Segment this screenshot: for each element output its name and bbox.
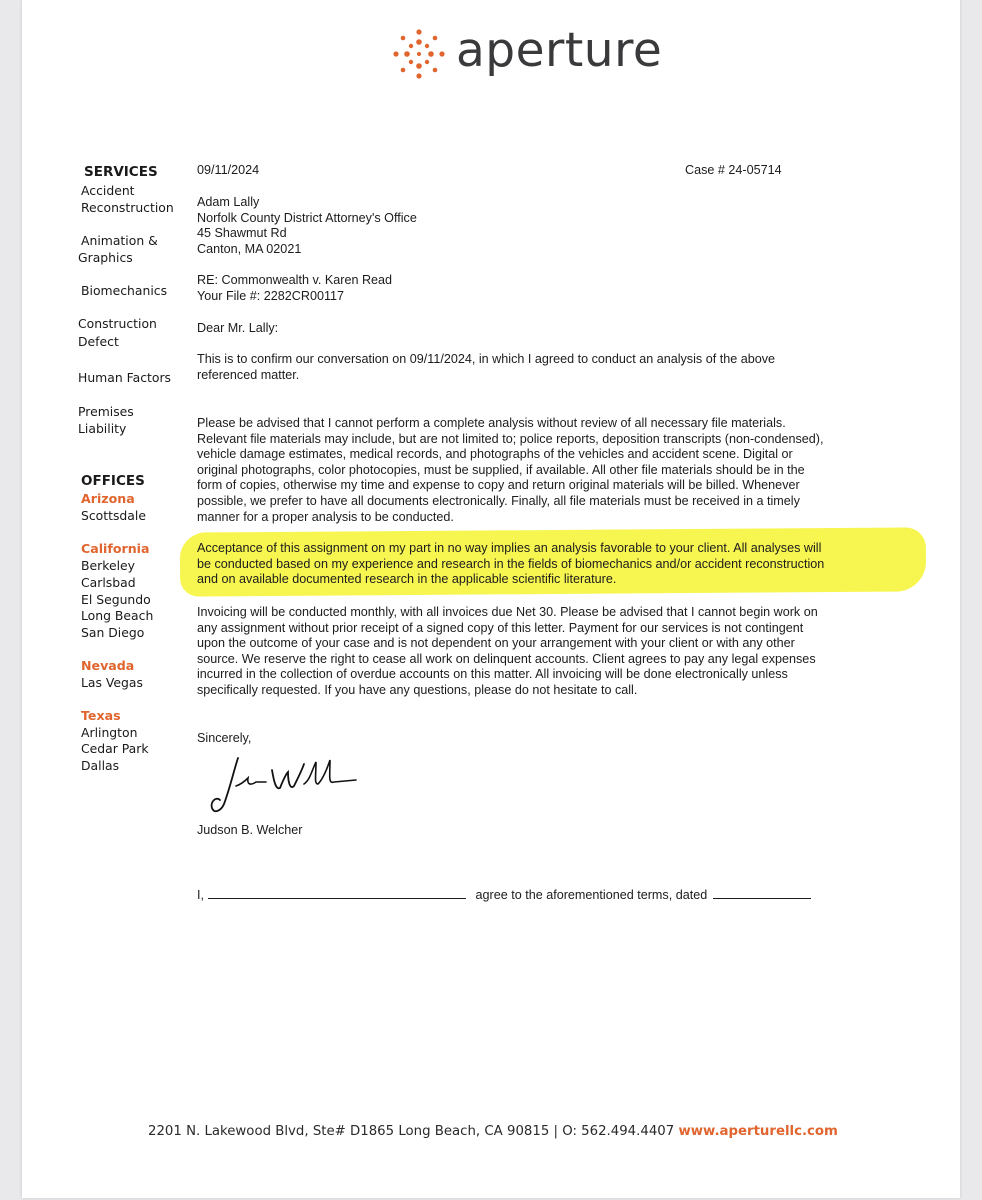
paragraph-confirmation [197, 352, 775, 383]
office-state: Texas [81, 708, 121, 723]
footer-address: 2201 N. Lakewood Blvd, Ste# D1865 Long Beach, CA 90815 | O: 562.494.4407 [148, 1124, 675, 1139]
paragraph-line: any assignment without prior receipt of a signed copy of this letter. Payment for our services is not contingent [197, 620, 804, 635]
recipient-address [197, 195, 417, 257]
paragraph-invoicing [197, 605, 818, 699]
signature-image [200, 748, 360, 818]
paragraph-line: Please be advised that I cannot perform a complete analysis without review of all necessary file materials. [197, 416, 786, 430]
signer-name: Judson B. Welcher [197, 823, 303, 837]
paragraph-line: This is to confirm our conversation on 09/11/2024, in which I agreed to conduct an analysis of the above [197, 352, 776, 366]
service-item: Defect [78, 334, 119, 349]
office-state: California [81, 541, 150, 556]
office-city: Cedar Park [81, 741, 149, 756]
letter-date: 09/11/2024 [197, 163, 260, 177]
recipient-line: Norfolk County District Attorney's Office [197, 210, 417, 225]
office-city: Carlsbad [81, 575, 136, 590]
office-city: Arlington [81, 725, 138, 740]
date-blank-line[interactable] [713, 886, 811, 899]
agreement-prefix: I, [197, 888, 204, 902]
paragraph-line: form of copies, otherwise my time and expense to copy and return original materials will be billed. Whenever [197, 478, 800, 493]
paragraph-line: manner for a proper analysis to be conducted. [197, 509, 454, 524]
recipient-line: Canton, MA 02021 [197, 241, 302, 256]
salutation: Dear Mr. Lally: [197, 321, 279, 335]
office-city: San Diego [81, 625, 145, 640]
paragraph-line: specifically requested. If you have any questions, please do not hesitate to call. [197, 682, 638, 697]
company-name: aperture [456, 23, 663, 78]
paragraph-acceptance-highlighted [197, 541, 824, 588]
office-city: Berkeley [81, 558, 135, 573]
offices-heading: OFFICES [81, 473, 145, 489]
office-state: Nevada [81, 658, 135, 673]
office-state: Arizona [81, 491, 135, 506]
paragraph-line: source. We reserve the right to cease all work on delinquent accounts. Client agrees to pay any legal expenses [197, 651, 816, 666]
paragraph-line: Invoicing will be conducted monthly, with all invoices due Net 30. Please be advised that I cannot begin work on [197, 605, 818, 619]
paragraph-line: upon the outcome of your case and is not dependent on your arrangement with your client or with any other [197, 636, 795, 651]
reference-block [197, 273, 392, 304]
footer [148, 1124, 838, 1139]
agreement-text: agree to the aforementioned terms, dated [475, 888, 708, 902]
name-blank-line[interactable] [208, 886, 466, 899]
paragraph-line: Acceptance of this assignment on my part in no way implies an analysis favorable to your client. All analyses will [197, 541, 822, 555]
services-heading: SERVICES [84, 164, 158, 180]
paragraph-line: original photographs, color photocopies, must be supplied, if available. All other file materials should be in the [197, 462, 805, 477]
paragraph-file-materials [197, 416, 824, 525]
recipient-line: 45 Shawmut Rd [197, 226, 287, 241]
service-item: Biomechanics [81, 283, 168, 298]
service-item: Graphics [78, 250, 133, 265]
re-line: RE: Commonwealth v. Karen Read [197, 273, 393, 287]
paragraph-line: incurred in the collection of overdue accounts on this matter. All invoicing will be done electronically unless [197, 667, 788, 682]
service-item: Construction [78, 316, 157, 331]
agreement-line [197, 886, 811, 903]
paragraph-line: Relevant file materials may include, but are not limited to; police reports, deposition transcripts (non-condensed), [197, 431, 824, 446]
office-city: Scottsdale [81, 508, 146, 523]
letter-page [22, 0, 960, 1198]
paragraph-line: be conducted based on my experience and research in the fields of biomechanics and/or accident reconstruction [197, 556, 825, 571]
service-item: Accident [81, 183, 135, 198]
aperture-logo-icon [390, 28, 448, 80]
office-city: El Segundo [81, 592, 151, 607]
office-city: Las Vegas [81, 675, 143, 690]
closing: Sincerely, [197, 731, 252, 745]
service-item: Premises [78, 404, 134, 419]
website-link[interactable]: www.aperturellc.com [678, 1124, 838, 1139]
paragraph-line: referenced matter. [197, 367, 300, 382]
service-item: Liability [78, 421, 127, 436]
recipient-line: Adam Lally [197, 195, 260, 209]
file-line: Your File #: 2282CR00117 [197, 288, 345, 303]
paragraph-line: possible, we prefer to have all documents electronically. Finally, all file materials must be received in a timely [197, 493, 800, 508]
office-city: Long Beach [81, 608, 154, 623]
case-number: Case # 24-05714 [685, 163, 782, 177]
paragraph-line: vehicle damage estimates, medical records, and photographs of the vehicles and accident scene. Digital or [197, 447, 793, 462]
service-item: Reconstruction [81, 200, 174, 215]
service-item: Animation & [81, 233, 158, 248]
office-city: Dallas [81, 758, 120, 773]
service-item: Human Factors [78, 370, 172, 385]
paragraph-line: and on available documented research in the applicable scientific literature. [197, 572, 617, 587]
